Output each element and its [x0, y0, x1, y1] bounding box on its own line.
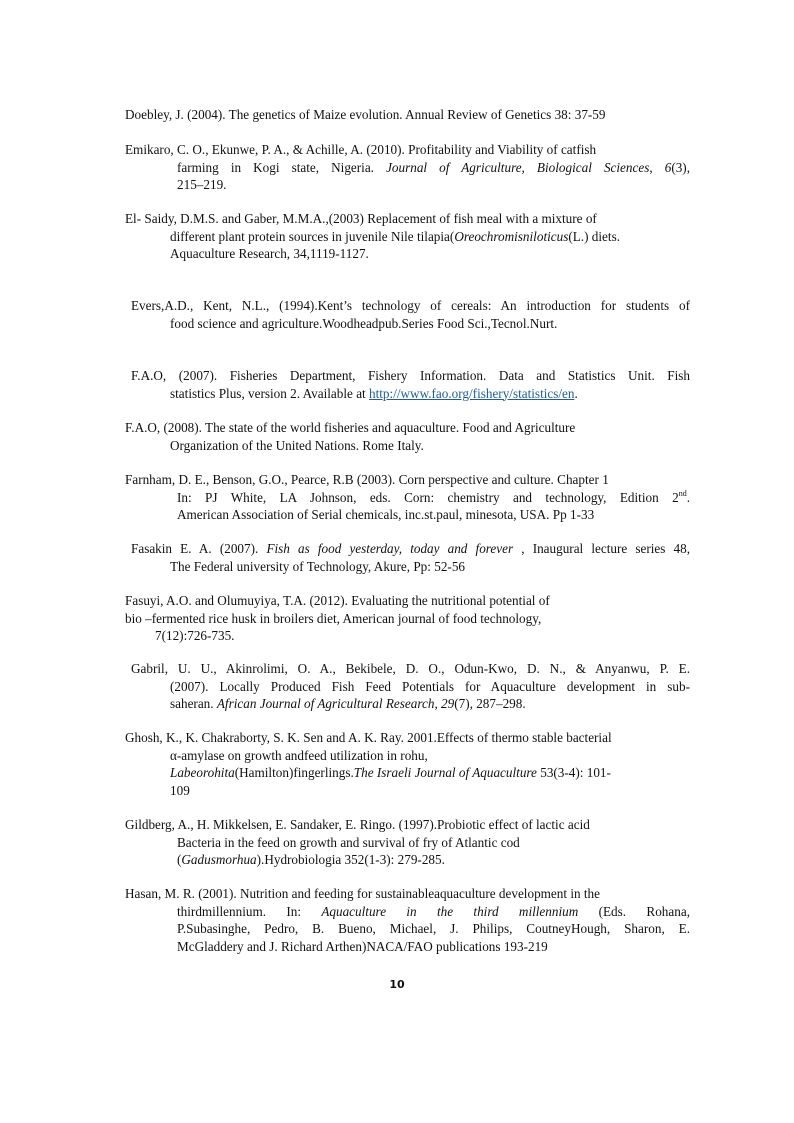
reference-line: F.A.O, (2007). Fisheries Department, Fishery Information. Data and Statistics Unit. Fish	[131, 368, 690, 383]
fao-statistics-link[interactable]: http://www.fao.org/fishery/statistics/en	[369, 385, 575, 401]
reference-line: 215–219.	[177, 177, 227, 193]
reference-line: American Association of Serial chemicals, inc.st.paul, minesota, USA. Pp 1-33	[177, 507, 595, 523]
reference-line: thirdmillennium. In: Aquaculture in the third millennium (Eds. Rohana,	[177, 903, 690, 919]
reference-line: Doebley, J. (2004). The genetics of Maize evolution. Annual Review of Genetics 38: 37-59	[125, 107, 606, 122]
reference-line: Ghosh, K., K. Chakraborty, S. K. Sen and A. K. Ray. 2001.Effects of thermo stable bacterial	[125, 730, 612, 745]
reference-line: 109	[170, 782, 190, 798]
reference-fao-2007	[125, 367, 690, 402]
reference-line: Labeorohita(Hamilton)fingerlings.The Israeli Journal of Aquaculture 53(3-4): 101-	[170, 765, 611, 781]
reference-line: Fasuyi, A.O. and Olumuyiya, T.A. (2012). Evaluating the nutritional potential of	[125, 593, 550, 608]
reference-line: McGladdery and J. Richard Arthen)NACA/FAO publications 193-219	[177, 938, 548, 954]
reference-line: The Federal university of Technology, Akure, Pp: 52-56	[170, 558, 466, 574]
reference-ghosh	[125, 729, 690, 799]
reference-line: Evers,A.D., Kent, N.L., (1994).Kent’s technology of cereals: An introduction for students of	[131, 298, 690, 313]
reference-line: Emikaro, C. O., Ekunwe, P. A., & Achille, A. (2010). Profitability and Viability of catfish	[125, 142, 597, 157]
reference-line: different plant protein sources in juvenile Nile tilapia(Oreochromisniloticus(L.) diets.	[170, 228, 620, 244]
reference-gabril	[125, 660, 690, 713]
reference-line: Bacteria in the feed on growth and survival of fry of Atlantic cod	[177, 834, 520, 850]
reference-line: (Gadusmorhua).Hydrobiologia 352(1-3): 279-285.	[177, 852, 445, 868]
reference-line: Fasakin E. A. (2007). Fish as food yesterday, today and forever , Inaugural lecture series 48,	[131, 541, 690, 556]
reference-farnham	[125, 471, 690, 524]
reference-line: (2007). Locally Produced Fish Feed Potentials for Aquaculture development in sub-	[170, 678, 690, 694]
reference-line: P.Subasinghe, Pedro, B. Bueno, Michael, J. Philips, CoutneyHough, Sharon, E.	[177, 921, 690, 937]
reference-gildberg	[125, 816, 690, 869]
reference-fao-2008	[125, 419, 690, 454]
reference-hasan	[125, 885, 690, 955]
reference-line: In: PJ White, LA Johnson, eds. Corn: chemistry and technology, Edition 2nd.	[177, 488, 690, 505]
reference-line: Gildberg, A., H. Mikkelsen, E. Sandaker, E. Ringo. (1997).Probiotic effect of lactic acid	[125, 817, 590, 832]
reference-line: Gabril, U. U., Akinrolimi, O. A., Bekibele, D. O., Odun-Kwo, D. N., & Anyanwu, P. E.	[131, 661, 690, 676]
reference-line: Organization of the United Nations. Rome Italy.	[170, 437, 424, 453]
reference-elsaidy	[125, 210, 690, 263]
reference-line: food science and agriculture.Woodheadpub.Series Food Sci.,Tecnol.Nurt.	[170, 315, 558, 331]
reference-doebley	[125, 106, 690, 124]
reference-line: El- Saidy, D.M.S. and Gaber, M.M.A.,(2003) Replacement of fish meal with a mixture of	[125, 211, 597, 226]
reference-evers	[125, 297, 690, 332]
reference-line: F.A.O, (2008). The state of the world fisheries and aquaculture. Food and Agriculture	[125, 420, 576, 435]
reference-line: α-amylase on growth andfeed utilization in rohu,	[170, 747, 428, 763]
page-number: 10	[389, 978, 405, 991]
reference-emikaro	[125, 141, 690, 194]
reference-line: statistics Plus, version 2. Available at http://www.fao.org/fishery/statistics/en.	[170, 385, 578, 401]
reference-line: Farnham, D. E., Benson, G.O., Pearce, R.B (2003). Corn perspective and culture. Chapter 1	[125, 472, 609, 487]
reference-line: 7(12):726-735.	[155, 628, 235, 644]
reference-fasakin	[125, 540, 690, 575]
reference-line: Hasan, M. R. (2001). Nutrition and feeding for sustainableaquaculture development in the	[125, 886, 600, 901]
reference-line: saheran. African Journal of Agricultural Research, 29(7), 287–298.	[170, 696, 526, 712]
reference-line: Aquaculture Research, 34,1119-1127.	[170, 246, 369, 262]
reference-line: bio –fermented rice husk in broilers diet, American journal of food technology,	[125, 610, 542, 626]
reference-line: farming in Kogi state, Nigeria. Journal of Agriculture, Biological Sciences, 6(3),	[177, 159, 690, 175]
reference-fasuyi	[125, 592, 690, 645]
